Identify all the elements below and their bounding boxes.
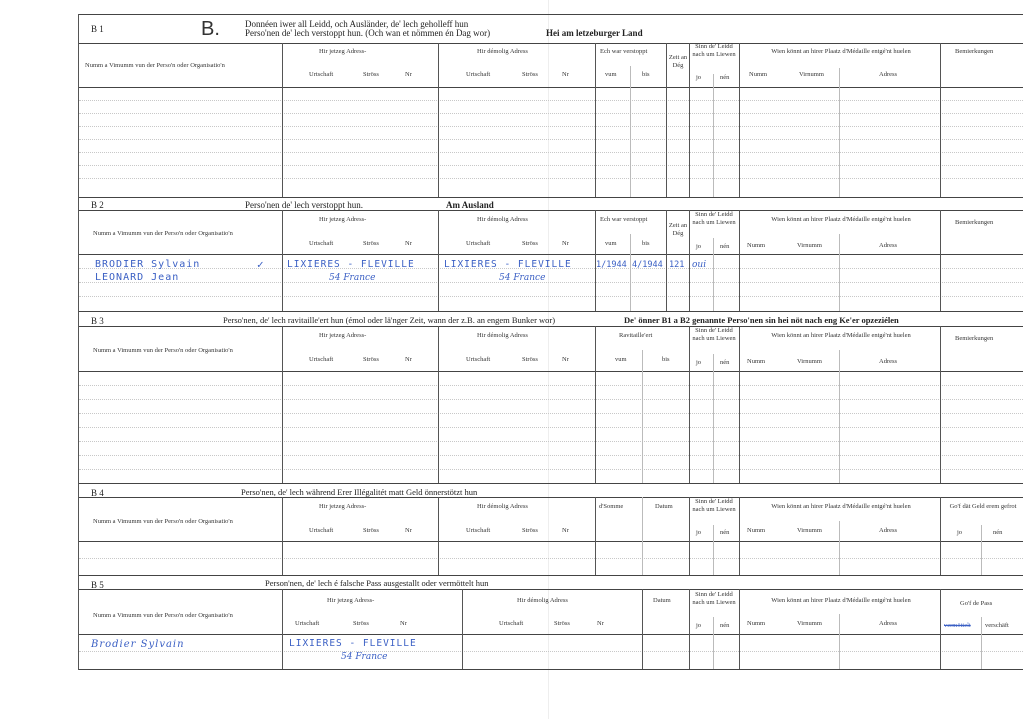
b2-sub-first: Virnumm	[797, 242, 822, 249]
section-b5-label: B 5	[91, 580, 104, 590]
b5-entry-name: Brodier Sylvain	[91, 639, 185, 650]
b5-col-current: Hir jetzeg Adress-	[327, 597, 375, 604]
form-sheet	[78, 14, 1023, 670]
b5-sub-street-2: Ströss	[554, 620, 570, 627]
b4-col-current: Hir jetzeg Adress-	[319, 503, 367, 510]
b3-sub-street: Ströss	[363, 356, 379, 363]
b5-col-date: Datum	[653, 597, 671, 604]
b1-col-current: Hir jetzeg Adress-	[319, 48, 367, 55]
b5-sub-made: vermöttelt	[944, 622, 971, 629]
b3-col-name: Numm a Vimumm vun der Perso'n oder Organisatio'n	[93, 347, 233, 354]
b4-sub-first: Virnumm	[797, 527, 822, 534]
b4-sub-money-yes: jo	[957, 529, 963, 536]
b4-sub-yes: jo	[696, 529, 702, 536]
b4-col-date: Datum	[655, 503, 673, 510]
b2-sub-town: Urtschaft	[309, 240, 334, 247]
b2-col-medal: Wien könnt an hirer Plaatz d'Médaille entgé'nt huelen	[771, 216, 911, 223]
b3-col-current: Hir jetzeg Adress-	[319, 332, 367, 339]
b2-sub-street-2: Ströss	[522, 240, 538, 247]
b4-sub-addr: Adress	[879, 527, 898, 534]
section-b5-title: Person'nen, de' lech é falsche Pass ausgestallt oder vermöttelt hun	[265, 578, 489, 588]
b1-sub-to: bis	[642, 71, 650, 78]
b2-entry-check-icon: ✓	[257, 258, 265, 271]
b1-sub-nr-2: Nr	[562, 71, 569, 78]
b1-sub-addr: Adress	[879, 71, 898, 78]
b3-sub-from: vum	[615, 356, 627, 363]
b2-col-name: Numm a Vimumm vun der Perso'n oder Organisatio'n	[93, 230, 233, 237]
b2-sub-addr: Adress	[879, 242, 898, 249]
b2-entry-to: 4/1944	[632, 260, 663, 270]
b5-entry-current-region: 54 France	[341, 652, 388, 662]
b2-entry-current-region: 54 France	[329, 273, 376, 283]
b2-entry-alive: oui	[692, 260, 707, 270]
b2-sub-town-2: Urtschaft	[466, 240, 491, 247]
b5-col-medal: Wien könnt an hirer Plaatz d'Médaille entgé'nt huelen	[771, 597, 911, 604]
b1-col-sinn: Sinn de' Leidd nach um Liewen	[692, 43, 736, 58]
section-b3-title: Perso'nen, de' lech ravitaille'ert hun (émol oder lä'nger Zeit, wann der z.B. an engem Bunker wor)	[223, 315, 556, 325]
b5-sub-sold: verschäft	[985, 622, 1009, 629]
b4-sub-street: Ströss	[363, 527, 379, 534]
b3-sub-nr-2: Nr	[562, 356, 569, 363]
b5-sub-town-2: Urtschaft	[499, 620, 524, 627]
section-b3-title-right: De' önner B1 a B2 genannte Perso'nen sin hei nöt nach eng Ke'er opzeziélen	[624, 315, 899, 325]
b1-sub-first: Virnumm	[799, 71, 824, 78]
b5-sub-first: Virnumm	[797, 620, 822, 627]
b4-sub-town-2: Urtschaft	[466, 527, 491, 534]
b2-entry-name-2: LEONARD Jean	[95, 272, 180, 283]
b2-entry-former-region: 54 France	[499, 273, 546, 283]
b2-sub-street: Ströss	[363, 240, 379, 247]
b1-col-zeit: Zeit an Dég	[668, 54, 688, 69]
b4-col-sinn: Sinn de' Leidd nach um Liewen	[692, 498, 736, 513]
b4-col-former: Hir démolig Adress	[477, 503, 528, 510]
b3-col-remarks: Bemierkungen	[955, 335, 994, 342]
b4-col-money: Go'f dät Geld erem gefrot	[949, 503, 1017, 510]
b2-sub-nr-2: Nr	[562, 240, 569, 247]
b3-col-former: Hir démolig Adress	[477, 332, 528, 339]
b5-col-pass: Go'f de Pass	[960, 600, 993, 607]
b3-col-sinn: Sinn de' Leidd nach um Liewen	[692, 327, 736, 342]
b1-sub-town-2: Urtschaft	[466, 71, 491, 78]
b1-sub-yes: jo	[696, 74, 702, 81]
b5-col-name: Numm a Vimumm vun der Perso'n oder Organisatio'n	[93, 612, 233, 619]
b5-sub-addr: Adress	[879, 620, 898, 627]
b1-sub-street-2: Ströss	[522, 71, 538, 78]
b3-col-medal: Wien könnt an hirer Plaatz d'Médaille entgé'nt huelen	[771, 332, 911, 339]
b3-sub-no: nén	[720, 359, 730, 366]
b2-entry-days: 121	[669, 260, 685, 270]
section-b2-title-right: Am Ausland	[446, 200, 494, 210]
b3-sub-to: bis	[662, 356, 670, 363]
b2-entry-from: 1/1944	[596, 260, 627, 270]
b3-sub-town-2: Urtschaft	[466, 356, 491, 363]
b5-sub-town: Urtschaft	[295, 620, 320, 627]
b1-sub-street: Ströss	[363, 71, 379, 78]
b2-col-zeit: Zeit an Dég	[668, 222, 688, 237]
b1-sub-name: Numm	[749, 71, 768, 78]
b5-sub-yes: jo	[696, 622, 702, 629]
b5-sub-no: nén	[720, 622, 730, 629]
section-b1-title-right: Hei am letzeburger Land	[546, 28, 643, 38]
b2-sub-from: vum	[605, 240, 617, 247]
b2-sub-yes: jo	[696, 243, 702, 250]
b5-col-former: Hir démolig Adress	[517, 597, 568, 604]
b1-sub-town: Urtschaft	[309, 71, 334, 78]
section-b2-label: B 2	[91, 200, 104, 210]
section-b1-title-1: Donnéen iwer all Leidd, och Ausländer, de' lech geholleff hun	[245, 19, 469, 29]
b1-sub-no: nén	[720, 74, 730, 81]
b2-col-hidden: Ech war verstoppt	[600, 216, 648, 223]
section-b4-title: Perso'nen, de' lech während Erer Illégalitét matt Geld önnerstötzt hun	[241, 487, 478, 497]
section-b2-title: Perso'nen de' lech verstoppt hun.	[245, 200, 363, 210]
b4-sub-name: Numm	[747, 527, 766, 534]
b3-col-ravit: Ravitaille'ert	[619, 332, 653, 339]
b4-col-medal: Wien könnt an hirer Plaatz d'Médaille entgé'nt huelen	[771, 503, 911, 510]
b2-col-sinn: Sinn de' Leidd nach um Liewen	[692, 211, 736, 226]
b1-col-remarks: Bemierkungen	[955, 48, 994, 55]
b3-sub-first: Virnumm	[797, 358, 822, 365]
section-b1-label: B 1	[91, 24, 104, 34]
b1-col-medal: Wien könnt an hirer Plaatz d'Médaille entgé'nt huelen	[771, 48, 911, 55]
b4-sub-money-no: nén	[993, 529, 1003, 536]
b4-col-name: Numm a Vimumm vun der Perso'n oder Organisatio'n	[93, 518, 233, 525]
b2-sub-name: Numm	[747, 242, 766, 249]
b4-sub-town: Urtschaft	[309, 527, 334, 534]
b1-sub-nr: Nr	[405, 71, 412, 78]
b3-sub-addr: Adress	[879, 358, 898, 365]
b2-col-remarks: Bemierkungen	[955, 219, 994, 226]
b2-col-former: Hir démolig Adress	[477, 216, 528, 223]
b5-sub-nr: Nr	[400, 620, 407, 627]
b5-sub-street: Ströss	[353, 620, 369, 627]
b5-sub-name: Numm	[747, 620, 766, 627]
section-b3-label: B 3	[91, 316, 104, 326]
b2-entry-current-town: LIXIERES - FLEVILLE	[287, 259, 415, 270]
b1-col-hidden: Ech war verstoppt	[600, 48, 648, 55]
b3-sub-yes: jo	[696, 359, 702, 366]
b5-col-sinn: Sinn de' Leidd nach um Liewen	[692, 591, 736, 606]
b2-sub-no: nén	[720, 243, 730, 250]
section-b-letter: B.	[201, 18, 220, 40]
b1-col-name: Numm a Vimumm vun der Perso'n oder Organisatio'n	[85, 62, 225, 69]
b5-sub-nr-2: Nr	[597, 620, 604, 627]
b2-entry-former-town: LIXIERES - FLEVILLE	[444, 259, 572, 270]
b2-entry-name-1: BRODIER Sylvain	[95, 259, 201, 270]
b3-sub-name: Numm	[747, 358, 766, 365]
b4-sub-nr-2: Nr	[562, 527, 569, 534]
b3-sub-street-2: Ströss	[522, 356, 538, 363]
b4-sub-nr: Nr	[405, 527, 412, 534]
b3-sub-town: Urtschaft	[309, 356, 334, 363]
b2-col-current: Hir jetzeg Adress-	[319, 216, 367, 223]
b4-sub-street-2: Ströss	[522, 527, 538, 534]
section-b4-label: B 4	[91, 488, 104, 498]
b3-sub-nr: Nr	[405, 356, 412, 363]
b2-sub-to: bis	[642, 240, 650, 247]
b4-sub-no: nén	[720, 529, 730, 536]
section-b1-title-2: Perso'nen de' lech verstoppt hun. (Och wan et nömmen én Dag wor)	[245, 28, 491, 38]
b1-sub-from: vum	[605, 71, 617, 78]
b2-sub-nr: Nr	[405, 240, 412, 247]
b5-entry-current-town: LIXIERES - FLEVILLE	[289, 638, 417, 649]
b4-col-sum: d'Somme	[599, 503, 624, 510]
b1-col-former: Hir démolig Adress	[477, 48, 528, 55]
